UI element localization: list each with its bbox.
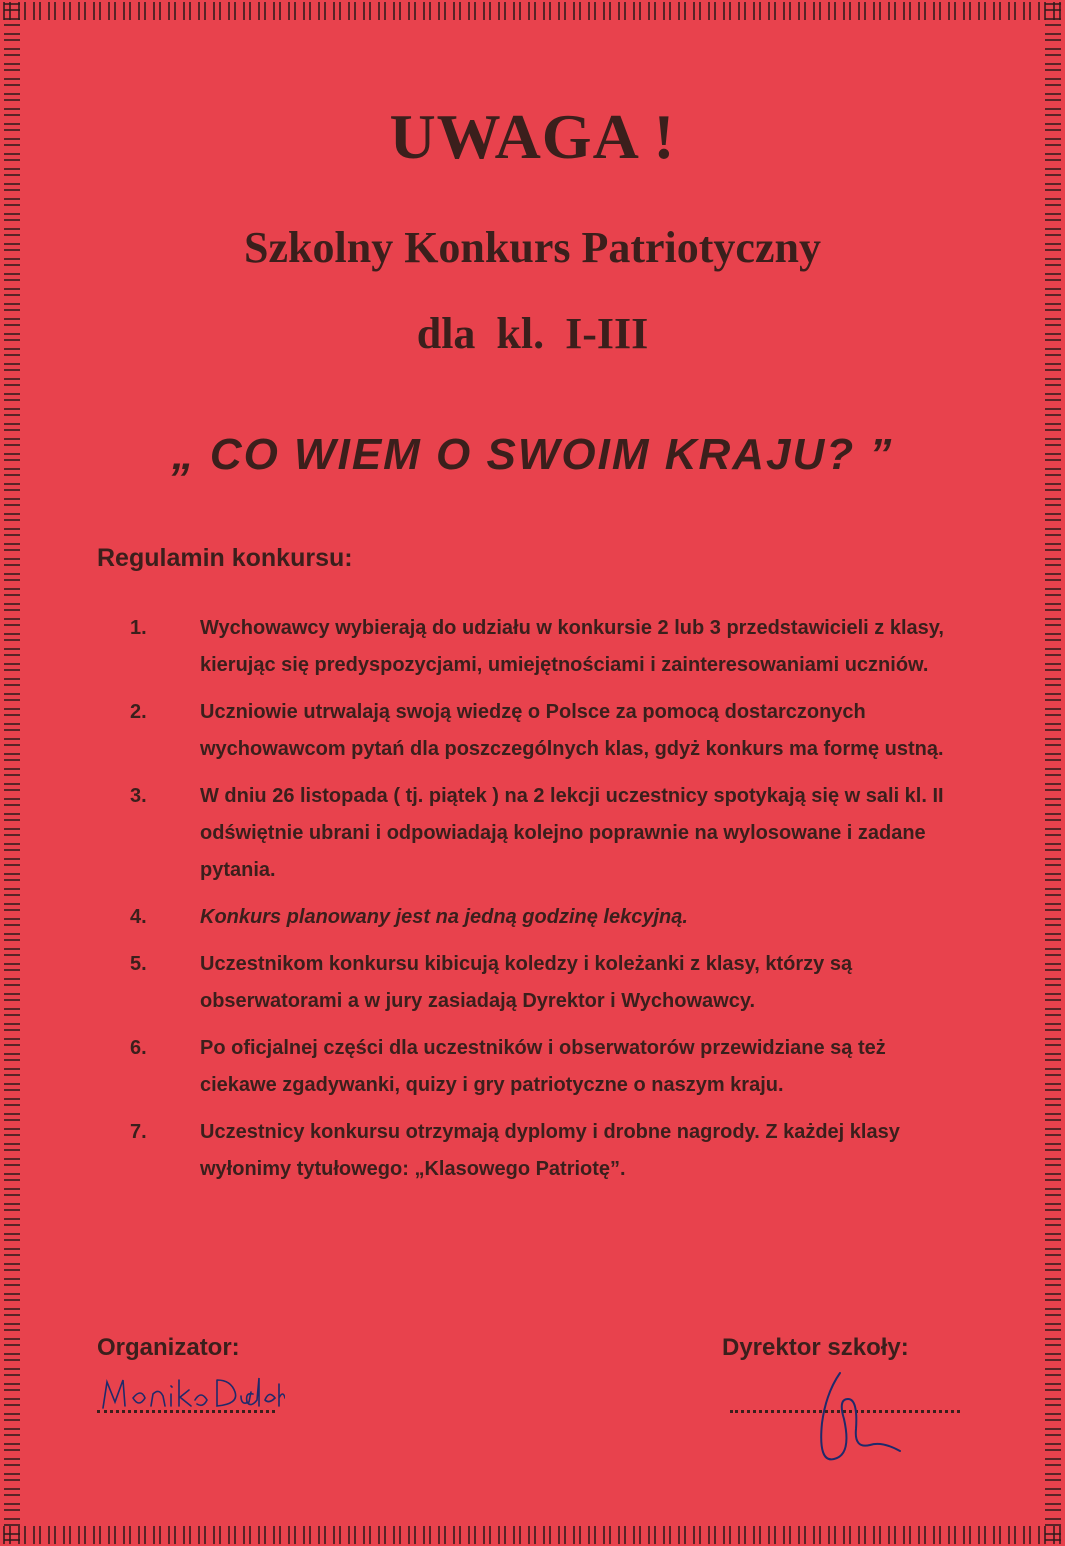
- director-handwritten-signature: [800, 1365, 910, 1475]
- rule-number: 2.: [130, 701, 147, 723]
- rule-item: [130, 778, 960, 889]
- rule-number: 5.: [130, 953, 147, 975]
- rule-number: 3.: [130, 785, 147, 807]
- contest-classes: dla kl. I-III: [416, 309, 649, 358]
- decorative-border-bottom: [0, 1526, 1065, 1544]
- rule-item: [130, 610, 960, 684]
- rule-text: W dniu 26 listopada ( tj. piątek ) na 2 lekcji uczestnicy spotykają się w sali kl. II odświętnie ubrani i odpowiadają kolejno poprawnie na wylosowane i zadane pytania.: [200, 785, 944, 881]
- rules-list: [130, 610, 960, 1198]
- rule-text: Wychowawcy wybierają do udziału w konkursie 2 lub 3 przedstawicieli z klasy, kierując się predyspozycjami, umiejętnościami i zainteresowaniami uczniów.: [200, 617, 944, 676]
- rule-number: 7.: [130, 1121, 147, 1143]
- notice-title: UWAGA !: [389, 101, 676, 172]
- rule-item: [130, 946, 960, 1020]
- rule-item: [130, 694, 960, 768]
- rule-item: [130, 1030, 960, 1104]
- rule-text: Uczniowie utrwalają swoją wiedzę o Polsce za pomocą dostarczonych wychowawcom pytań dla poszczególnych klas, gdyż konkurs ma formę ustną.: [200, 701, 944, 760]
- rule-number: 1.: [130, 617, 147, 639]
- organizer-handwritten-signature: [95, 1370, 285, 1420]
- rules-heading: Regulamin konkursu:: [97, 544, 353, 572]
- organizer-label: Organizator:: [97, 1334, 240, 1361]
- decorative-border-top: [0, 2, 1065, 20]
- rule-number: 6.: [130, 1037, 147, 1059]
- rule-text: Konkurs planowany jest na jedną godzinę lekcyjną.: [200, 906, 688, 928]
- rule-number: 4.: [130, 906, 147, 928]
- contest-motto: „ CO WIEM O SWOIM KRAJU? ”: [171, 430, 894, 479]
- contest-name: Szkolny Konkurs Patriotyczny: [244, 223, 821, 272]
- director-label: Dyrektor szkoły:: [722, 1334, 909, 1361]
- rule-text: Uczestnikom konkursu kibicują koledzy i koleżanki z klasy, którzy są obserwatorami a w jury zasiadają Dyrektor i Wychowawcy.: [200, 953, 853, 1012]
- rule-item: [130, 1114, 960, 1188]
- rule-text: Uczestnicy konkursu otrzymają dyplomy i drobne nagrody. Z każdej klasy wyłonimy tytułowego: „Klasowego Patriotę”.: [200, 1121, 900, 1180]
- rule-text: Po oficjalnej części dla uczestników i obserwatorów przewidziane są też ciekawe zgadywanki, quizy i gry patriotyczne o naszym kraju.: [200, 1037, 886, 1096]
- rule-item: [130, 899, 960, 936]
